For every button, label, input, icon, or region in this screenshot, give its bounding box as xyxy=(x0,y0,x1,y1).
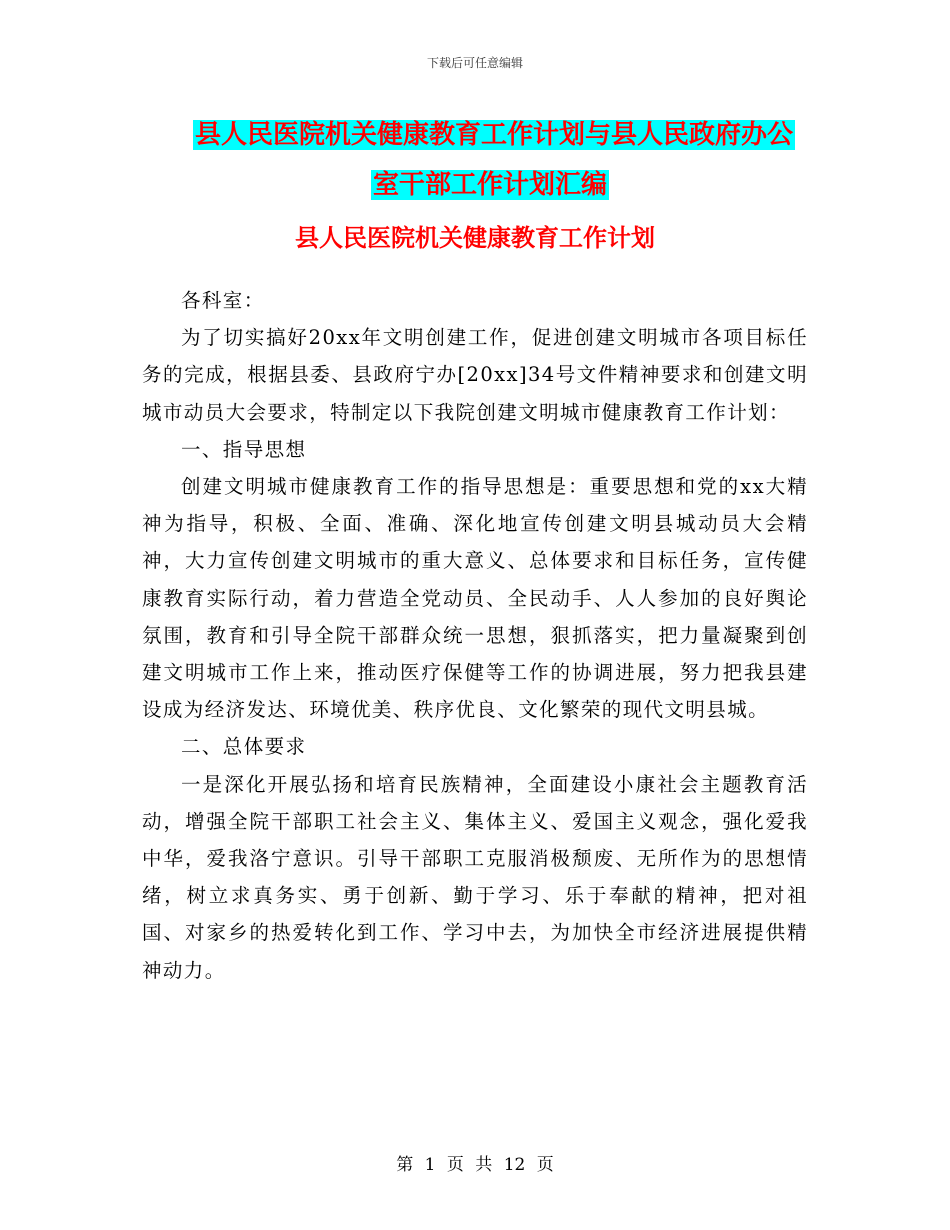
section-title: 县人民医院机关健康教育工作计划 xyxy=(295,223,655,252)
page-footer: 第 1 页 共 12 页 xyxy=(396,1155,554,1175)
header-note: 下载后可任意编辑 xyxy=(426,56,523,70)
paragraph-general-requirements: 一是深化开展弘扬和培育民族精神，全面建设小康社会主题教育活动，增强全院干部职工社会主义、集体主义、爱国主义观念，强化爱我中华，爱我洛宁意识。引导干部职工克服消极颓废、无所作为的思想情绪，树立求真务实、勇于创新、勤于学习、乐于奉献的精神，把对祖国、对家乡的热爱转化到工作、学习中去，为加快全市经济进展提供精神动力。 xyxy=(142,772,808,982)
document-title-line-1-text: 县人民医院机关健康教育工作计划与县人民政府办公 xyxy=(195,120,794,150)
document-title-line-2 xyxy=(145,160,825,210)
document-title-line-2-text: 室干部工作计划汇编 xyxy=(373,170,608,200)
intro-paragraph: 为了切实搞好20xx年文明创建工作，促进创建文明城市各项目标任务的完成，根据县委、县政府宁办[20xx]34号文件精神要求和创建文明城市动员大会要求，特制定以下我院创建文明城市健康教育工作计划： xyxy=(142,326,808,424)
salutation: 各科室： xyxy=(181,289,265,312)
document-body xyxy=(142,282,808,989)
heading-general-requirements: 二、总体要求 xyxy=(181,735,307,759)
document-title xyxy=(145,110,825,210)
document-title-line-1 xyxy=(145,110,825,160)
paragraph-guiding-ideology: 创建文明城市健康教育工作的指导思想是：重要思想和党的xx大精神为指导，积极、全面、准确、深化地宣传创建文明县城动员大会精神，大力宣传创建文明城市的重大意义、总体要求和目标任务，宣传健康教育实际行动，着力营造全党动员、全民动手、人人参加的良好舆论氛围，教育和引导全院干部群众统一思想，狠抓落实，把力量凝聚到创建文明城市工作上来，推动医疗保健等工作的协调进展，努力把我县建设成为经济发达、环境优美、秩序优良、文化繁荣的现代文明县城。 xyxy=(142,475,808,722)
heading-guiding-ideology: 一、指导思想 xyxy=(181,437,307,461)
